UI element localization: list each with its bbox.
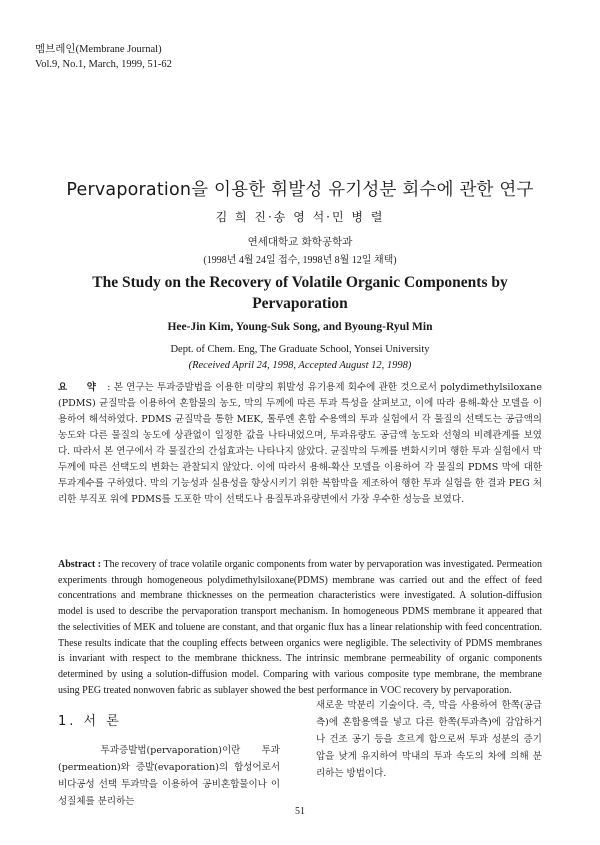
body-column-left — [58, 742, 280, 810]
journal-volume: Vol.9, No.1, March, 1999, 51-62 — [35, 59, 172, 70]
page-number: 51 — [295, 806, 305, 817]
abstract-english-text: The recovery of trace volatile organic components from water by pervaporation was investigated. Permeation experiments through homogeneous polydimethylsiloxane(PDMS) membrane was carried out and the effect of feed concentrations and membrane thicknesses on the permeation characteristics were investigated. A solution-diffusion model is used to describe the pervaporation transport mechanism. In homogeneous PDMS membrane it appeared that the selectivities of MEK and toluene are constant, and that organic flux has a linear relationship with feed concentration. These results indicate that the coupling effects between organics were negligible. The selectivity of PDMS membranes is invariant with respect to the membrane thickness. The intrinsic membrane permeability of organic components determined by using a solution-diffusion model. Comparing with various composite type membrane, the membrane using PEG treated nonwoven fabric as sublayer showed the best performance in VOC recovery by pervaporation. — [58, 559, 542, 696]
body-text-left: 투과증발법(pervaporation)이란 투과(permeation)와 증발(evaporation)의 합성어로서 비다공성 선택 투과막을 이용하여 공비혼합물이나 이성질체를 분리하는 — [58, 745, 280, 807]
received-date-english: (Received April 24, 1998, Accepted August 12, 1998) — [188, 360, 412, 371]
title-korean: Pervaporation을 이용한 휘발성 유기성분 회수에 관한 연구 — [66, 180, 534, 200]
journal-name: 멤브레인(Membrane Journal) — [35, 44, 162, 55]
body-text-right: 새로운 막분리 기술이다. 즉, 막을 사용하여 한쪽(공급측)에 혼합용액을 넣고 다른 한쪽(투과측)에 감압하거나 건조 공기 등을 흐르게 함으로써 투과 성분의 증기압을 낮게 유지하여 막내의 투과 속도의 차에 의해 분리하는 방법이다. — [316, 700, 542, 779]
abstract-english-label: Abstract : — [58, 559, 102, 570]
title-english: The Study on the Recovery of Volatile Organic Components by Pervaporation — [92, 274, 508, 312]
authors-korean: 김 희 진·송 영 석·민 병 렬 — [215, 210, 385, 224]
abstract-korean — [58, 380, 542, 508]
journal-header — [35, 42, 172, 72]
body-column-right — [316, 697, 542, 782]
abstract-english — [58, 557, 542, 698]
abstract-korean-label: 요 약 — [58, 382, 104, 393]
received-date-korean: (1998년 4월 24일 접수, 1998년 8월 12일 채택) — [203, 255, 397, 266]
authors-english: Hee-Jin Kim, Young-Suk Song, and Byoung-Ryul Min — [167, 321, 433, 333]
section-heading-introduction: 1. 서 론 — [58, 714, 122, 729]
affiliation-korean: 연세대학교 화학공학과 — [247, 236, 353, 248]
abstract-korean-text: : 본 연구는 투과증발법을 이용한 미량의 휘발성 유기용제 회수에 관한 것으로서 polydimethylsiloxane (PDMS) 균질막을 이용하여 혼합물의 농도, 막의 두께에 따른 투과 특성을 살펴보고, 이에 따라 용해-확산 모델을 이용하여 해석하였다. PDMS 균질막을 통한 MEK, 톨루엔 혼합 수용액의 투과 실험에서 각 물질의 선택도는 공급액의 농도와 다른 물질의 농도에 상관없이 일정한 값을 나타내었으며, 투과유량도 공급액 농도와 선형의 비례관계를 보였다. 따라서 본 연구에서 각 물질간의 간섭효과는 나타나지 않았다. 균질막의 두께를 변화시키며 행한 투과 실험에서 막 두께에 따른 선택도의 변화는 관찰되지 않았다. 이에 따라서 용해-확산 모델을 이용하여 각 물질의 PDMS 막에 대한 투과계수를 구하였다. 막의 기능성과 실용성을 향상시키기 위한 복합막을 제조하여 행한 투과 실험을 한 결과 PEG 처리한 부직포 위에 PDMS를 도포한 막이 선택도나 용질투과유량면에서 가장 우수한 성능을 보였다. — [58, 382, 542, 505]
department-english: Dept. of Chem. Eng, The Graduate School, Yonsei University — [170, 344, 430, 355]
